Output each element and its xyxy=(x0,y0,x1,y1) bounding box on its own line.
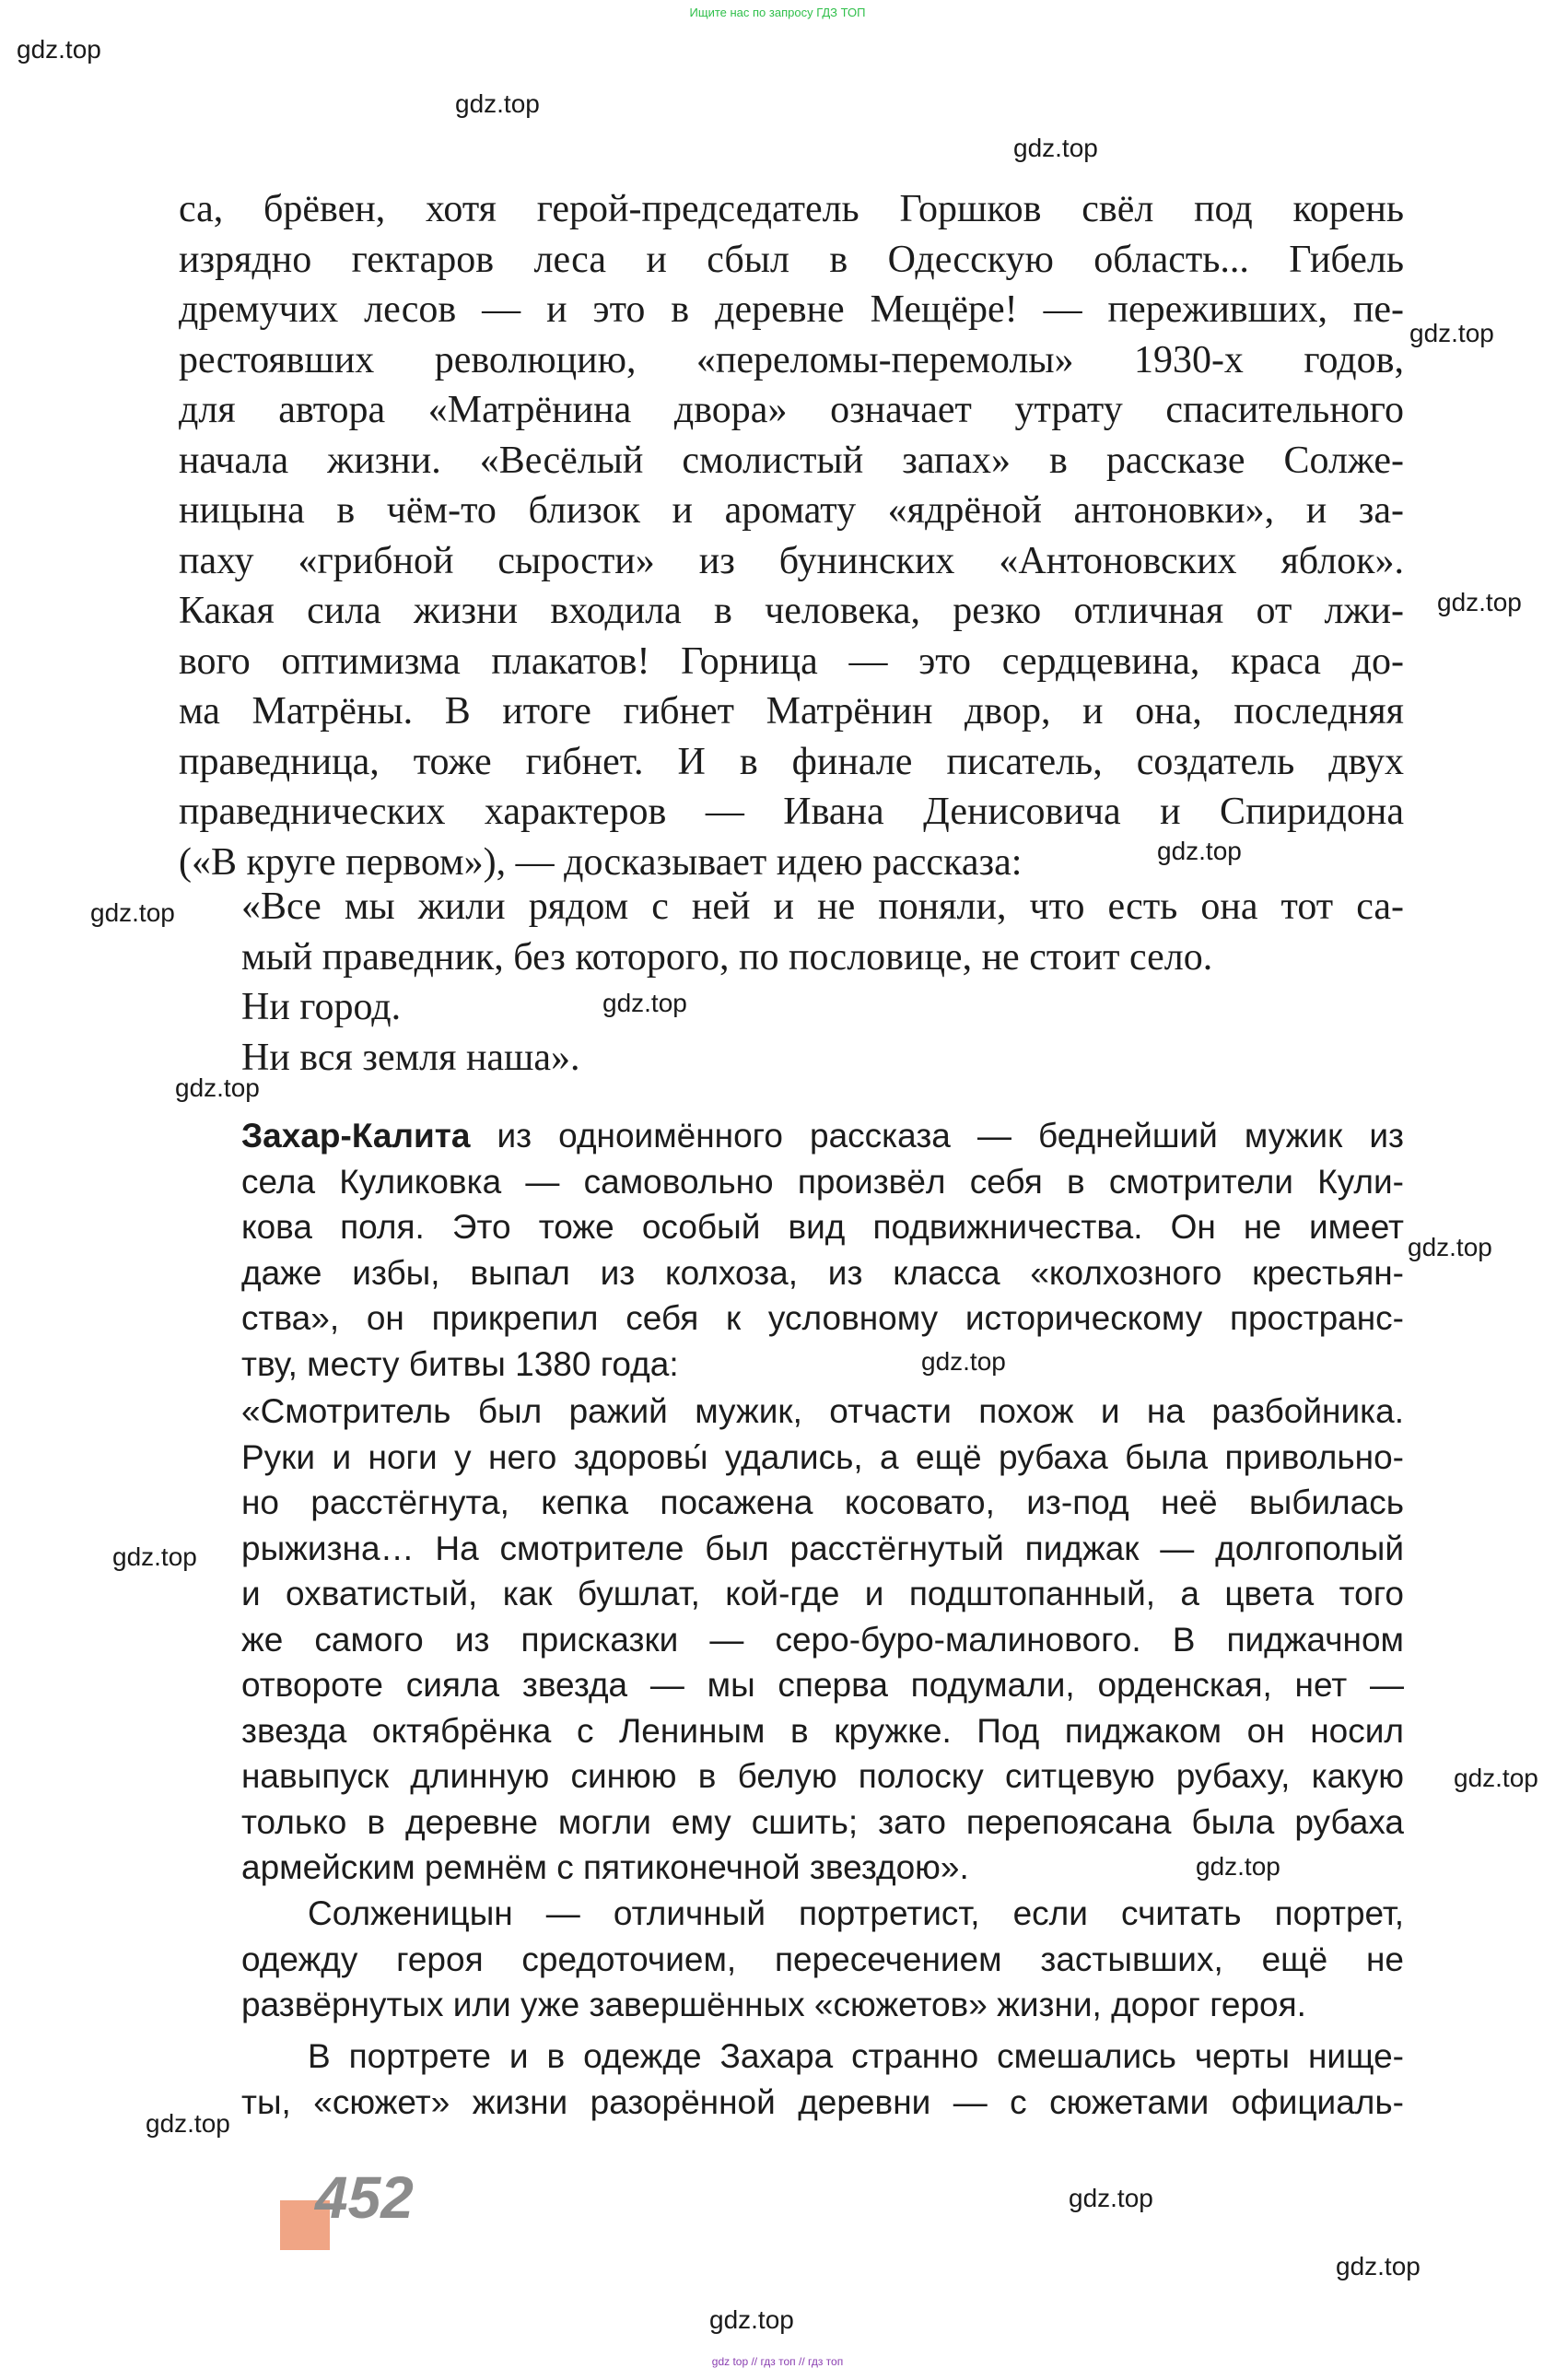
text-line: для автора «Матрёнина двора» означает утрату спасительного xyxy=(179,389,1404,431)
text-line: начала жизни. «Весёлый смолистый запах» в рассказе Солже- xyxy=(179,439,1404,482)
text-line: са, брёвен, хотя герой-председатель Горшков свёл под корень xyxy=(179,188,1404,230)
watermark: gdz.top xyxy=(90,898,175,927)
text-line: ма Матрёны. В итоге гибнет Матрёнин двор, и она, последняя xyxy=(179,690,1404,733)
watermark: gdz.top xyxy=(455,89,540,118)
watermark: gdz.top xyxy=(1157,837,1242,865)
quote-line: Руки и ноги у него здоровы́ удались, а ещё рубаха была привольно- xyxy=(241,1437,1404,1476)
watermark: gdz.top xyxy=(1069,2184,1153,2212)
text-fragment: из одноимённого рассказа — беднейший мужик из xyxy=(470,1117,1404,1155)
verse-line: Ни город. xyxy=(241,986,402,1028)
serif-quote xyxy=(241,882,1404,1083)
text-line: праведнических характеров — Ивана Денисовича и Спиридона xyxy=(179,791,1404,833)
quote-line: звезда октябрёнка с Лениным в кружке. Под пиджаком он носил xyxy=(241,1711,1404,1750)
text-line: В портрете и в одежде Захара странно смешались черты нище- xyxy=(308,2037,1404,2075)
watermark: gdz.top xyxy=(1454,1764,1538,1792)
watermark: gdz.top xyxy=(709,2305,794,2334)
watermark: gdz.top xyxy=(1336,2252,1421,2280)
text-line: праведница, тоже гибнет. И в финале писатель, создатель двух xyxy=(179,740,1404,783)
serif-paragraph xyxy=(179,184,1404,887)
quote-line: но расстёгнута, кепка посажена косовато, из-под неё выбилась xyxy=(241,1483,1404,1521)
text-line: дремучих лесов — и это в деревне Мещёре! — переживших, пе- xyxy=(179,288,1404,331)
text-line: одежду героя средоточием, пересечением застывших, ещё не xyxy=(241,1940,1404,1978)
quote-line: «Все мы жили рядом с ней и не поняли, что есть она тот са- xyxy=(241,885,1404,928)
text-line: ты, «сюжет» жизни разорённой деревни — с сюжетами официаль- xyxy=(241,2082,1404,2121)
quote-line: мый праведник, без которого, по пословице, не стоит село. xyxy=(241,935,1213,979)
text-line: («В круге первом»), — досказывает идею рассказа: xyxy=(179,840,1023,884)
text-line: тву, месту битвы 1380 года: xyxy=(241,1344,679,1383)
bottom-banner[interactable]: gdz top // гдз топ // гдз топ xyxy=(711,2355,844,2368)
sans-intro-paragraph xyxy=(241,1113,1404,1387)
character-name: Захар-Калита xyxy=(241,1117,471,1155)
sans-paragraph-3 xyxy=(241,2034,1404,2125)
watermark: gdz.top xyxy=(112,1542,197,1571)
quote-line: «Смотритель был ражий мужик, отчасти похож и на разбойника. xyxy=(241,1392,1404,1430)
text-line: села Куликовка — самовольно произвёл себя в смотрители Кули- xyxy=(241,1162,1404,1201)
watermark: gdz.top xyxy=(1408,1233,1492,1261)
top-banner[interactable]: Ищите нас по запросу ГДЗ ТОП xyxy=(689,6,866,19)
quote-line: только в деревне могли ему сшить; зато перепоясана была рубаха xyxy=(241,1802,1404,1841)
text-line: рестоявших революцию, «переломы-перемолы» 1930-х годов, xyxy=(179,338,1404,381)
page-number: 452 xyxy=(315,2164,414,2231)
quote-line: армейским ремнём с пятиконечной звездою». xyxy=(241,1848,969,1886)
watermark: gdz.top xyxy=(1437,588,1522,616)
text-line: Солженицын — отличный портретист, если считать портрет, xyxy=(308,1894,1404,1932)
text-line: ницына в чём-то близок и аромату «ядрёной антоновки», и за- xyxy=(179,489,1404,532)
sans-paragraph-2 xyxy=(241,1891,1404,2028)
quote-line: и охватистый, как бушлат, кой-где и подштопанный, а цвета того xyxy=(241,1575,1404,1612)
text-line: паху «грибной сырости» из бунинских «Антоновских яблок». xyxy=(179,539,1404,582)
watermark: gdz.top xyxy=(146,2109,230,2138)
quote-line: рыжизна… На смотрителе был расстёгнутый пиджак — долгополый xyxy=(241,1529,1404,1567)
text-line: кова поля. Это тоже особый вид подвижничества. Он не имеет xyxy=(241,1208,1404,1246)
text-line xyxy=(241,1113,1404,1159)
text-line: изрядно гектаров леса и сбыл в Одесскую область... Гибель xyxy=(179,238,1404,281)
watermark: gdz.top xyxy=(921,1347,1006,1376)
text-line: развёрнутых или уже завершённых «сюжетов» жизни, дорог героя. xyxy=(241,1986,1306,2023)
quote-line: же самого из присказки — серо-буро-малинового. В пиджачном xyxy=(241,1620,1404,1659)
watermark: gdz.top xyxy=(175,1073,260,1102)
sans-quote xyxy=(241,1389,1404,1891)
text-line: даже избы, выпал из колхоза, из класса «колхозного крестьян- xyxy=(241,1253,1404,1292)
text-line: вого оптимизма плакатов! Горница — это сердцевина, краса до- xyxy=(179,639,1404,683)
text-line: ства», он прикрепил себя к условному историческому пространс- xyxy=(241,1299,1404,1337)
watermark: gdz.top xyxy=(1409,319,1494,347)
text-line: Какая сила жизни входила в человека, резко отличная от лжи- xyxy=(179,590,1404,632)
verse-line: Ни вся земля наша». xyxy=(241,1036,580,1079)
watermark: gdz.top xyxy=(1013,134,1098,162)
watermark: gdz.top xyxy=(602,989,687,1017)
quote-line: отвороте сияла звезда — мы сперва подумали, орденская, нет — xyxy=(241,1666,1404,1704)
watermark: gdz.top xyxy=(1196,1852,1280,1881)
quote-line: навыпуск длинную синюю в белую полоску ситцевую рубаху, какую xyxy=(241,1757,1404,1795)
watermark: gdz.top xyxy=(17,35,101,64)
